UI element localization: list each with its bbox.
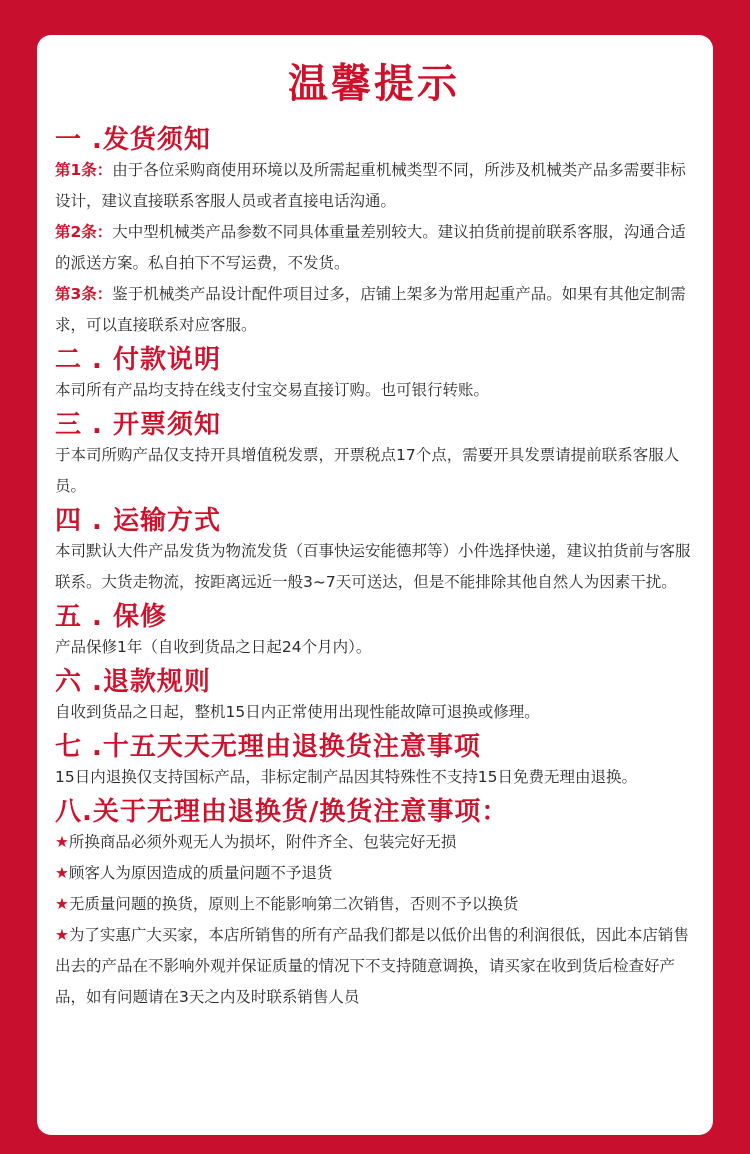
section-heading: 五 . 保修 — [55, 602, 167, 632]
section-text: 本司所有产品均支持在线支付宝交易直接订购。也可银行转账。 — [55, 381, 490, 399]
rule-item — [55, 155, 693, 217]
section-text: 于本司所购产品仅支持开具增值税发票，开票税点17个点，需要开具发票请提前联系客服人员。 — [55, 446, 680, 495]
rule-item — [55, 217, 693, 279]
rule-text: 大中型机械类产品参数不同具体重量差别较大。建议拍货前提前联系客服，沟通合适的派送方案。私自拍下不写运费，不发货。 — [55, 223, 686, 272]
rule-label: 第3条： — [55, 285, 113, 303]
section-body — [55, 536, 693, 598]
list-item — [55, 889, 693, 920]
section-invoice — [55, 410, 693, 502]
list-item-text: 所换商品必须外观无人为损坏，附件齐全、包装完好无损 — [68, 833, 457, 851]
list-item — [55, 920, 693, 1013]
section-payment — [55, 345, 693, 406]
section-text: 15日内退换仅支持国标产品，非标定制产品因其特殊性不支持15日免费无理由退换。 — [55, 768, 637, 786]
section-text: 本司默认大件产品发货为物流发货（百事快运安能德邦等）小件选择快递，建议拍货前与客服联系。大货走物流，按距离远近一般3~7天可送达，但是不能排除其他自然人为因素干扰。 — [55, 542, 691, 591]
section-heading: 六 .退款规则 — [55, 667, 211, 697]
section-body — [55, 762, 693, 793]
list-item — [55, 827, 693, 858]
section-body — [55, 375, 693, 406]
section-body — [55, 697, 693, 728]
star-icon: ★ — [55, 895, 69, 913]
section-heading: 八.关于无理由退换货/换货注意事项： — [55, 797, 509, 827]
star-icon: ★ — [55, 864, 69, 882]
list-item-text: 为了实惠广大买家，本店所销售的所有产品我们都是以低价出售的利润很低，因此本店销售出去的产品在不影响外观并保证质量的情况下不支持随意调换，请买家在收到货后检查好产品，如有问题请在3天之内及时联系销售人员 — [55, 926, 689, 1006]
section-transport — [55, 506, 693, 598]
rule-label: 第2条： — [55, 223, 113, 241]
section-heading: 四 . 运输方式 — [55, 506, 221, 536]
rule-text: 由于各位采购商使用环境以及所需起重机械类型不同，所涉及机械类产品多需要非标设计，建议直接联系客服人员或者直接电话沟通。 — [55, 161, 686, 210]
section-heading: 三 . 开票须知 — [55, 410, 221, 440]
section-shipping — [55, 125, 693, 341]
notice-card — [37, 35, 713, 1135]
rule-text: 鉴于机械类产品设计配件项目过多，店铺上架多为常用起重产品。如果有其他定制需求，可以直接联系对应客服。 — [55, 285, 686, 334]
rule-item — [55, 279, 693, 341]
section-body — [55, 155, 693, 341]
section-refund — [55, 667, 693, 728]
rule-label: 第1条： — [55, 161, 113, 179]
page-title: 温馨提示 — [288, 61, 460, 107]
list-item-text: 无质量问题的换货，原则上不能影响第二次销售，否则不予以换货 — [68, 895, 519, 913]
section-body — [55, 440, 693, 502]
section-text: 产品保修1年（自收到货品之日起24个月内）。 — [55, 638, 372, 656]
section-heading: 一 .发货须知 — [55, 125, 211, 155]
star-icon: ★ — [55, 926, 69, 944]
section-return-notes — [55, 797, 693, 1013]
section-text: 自收到货品之日起，整机15日内正常使用出现性能故障可退换或修理。 — [55, 703, 540, 721]
star-icon: ★ — [55, 833, 69, 851]
list-item — [55, 858, 693, 889]
list-item-text: 顾客人为原因造成的质量问题不予退货 — [68, 864, 333, 882]
section-warranty — [55, 602, 693, 663]
section-heading: 七 .十五天天无理由退换货注意事项 — [55, 732, 481, 762]
section-heading: 二 . 付款说明 — [55, 345, 221, 375]
section-body — [55, 827, 693, 1013]
section-body — [55, 632, 693, 663]
section-15-day-return — [55, 732, 693, 793]
